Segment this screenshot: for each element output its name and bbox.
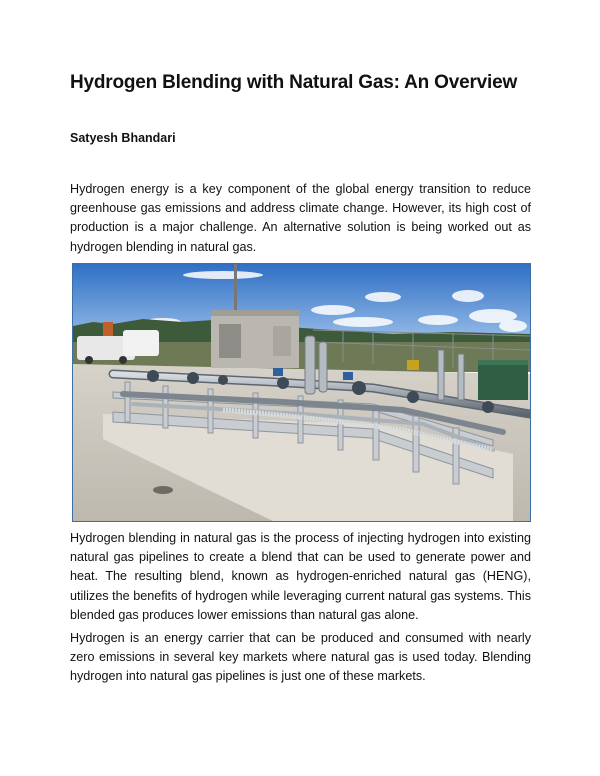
floor-drain <box>153 486 173 494</box>
document-title: Hydrogen Blending with Natural Gas: An Overview <box>70 72 518 93</box>
paragraph-intro: Hydrogen energy is a key component of the global energy transition to reduce greenhouse gas emissions and address climate change. However, its high cost of production is a major challenge. An alternative solution is being worked out as hydrogen blending in natural gas. <box>70 182 531 254</box>
hydrogen-blending-skid-photo <box>72 263 531 522</box>
author-name: Satyesh Bhandari <box>70 131 176 145</box>
paragraph-energy-carrier: Hydrogen is an energy carrier that can be produced and consumed with nearly zero emissions in several key markets where natural gas is used today. Blending hydrogen into natural gas pipelines is just one of these markets. <box>70 631 531 684</box>
paragraph-definition: Hydrogen blending in natural gas is the process of injecting hydrogen into existing natural gas pipelines to create a blend that can be used to generate power and heat. The resulting blend, known as hydrogen-enriched natural gas (HENG), utilizes the benefits of hydrogen while leveraging current natural gas systems. This blended gas produces lower emissions than natural gas alone. <box>70 531 531 622</box>
antenna-pole <box>234 264 237 312</box>
equipment-shelter <box>211 310 299 368</box>
green-cabinet <box>478 360 528 400</box>
